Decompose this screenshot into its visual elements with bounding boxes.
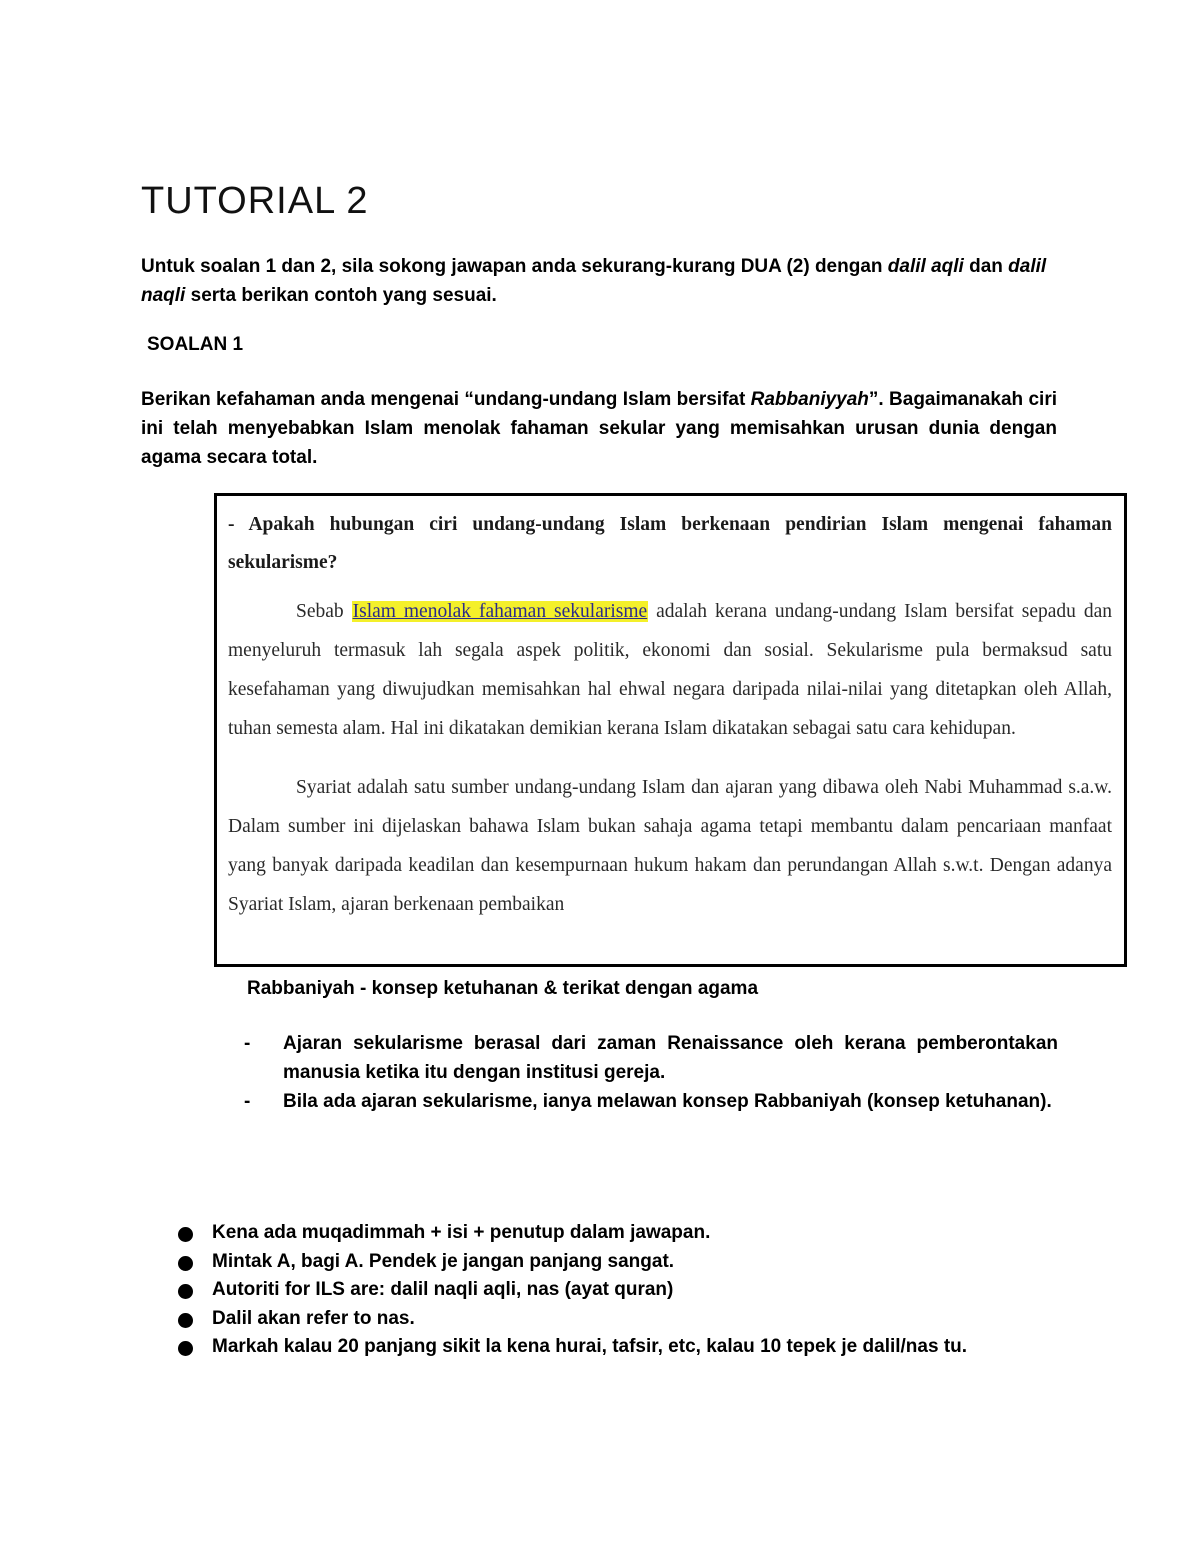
- question-text-1: Berikan kefahaman anda mengenai “undang-undang Islam bersifat: [141, 389, 751, 410]
- excerpt-paragraph-1-pre: Sebab: [296, 601, 352, 622]
- question-text: [141, 385, 1057, 472]
- dash-marker: -: [244, 1091, 251, 1112]
- instructions-text-1: Untuk soalan 1 dan 2, sila sokong jawapan anda sekurang-kurang DUA (2) dengan: [141, 256, 888, 277]
- bullet-icon: [178, 1313, 193, 1328]
- dash-marker: -: [244, 1033, 251, 1054]
- list-item-text: Markah kalau 20 panjang sikit la kena hurai, tafsir, etc, kalau 10 tepek je dalil/nas tu.: [212, 1336, 968, 1357]
- instructions-text-3: serta berikan contoh yang sesuai.: [185, 285, 497, 306]
- list-item: [176, 1248, 1076, 1277]
- bullet-icon: [178, 1227, 193, 1242]
- excerpt-paragraph-2: Syariat adalah satu sumber undang-undang Islam dan ajaran yang dibawa oleh Nabi Muhammad s.a.w. Dalam sumber ini dijelaskan bahawa Islam bukan sahaja agama tetapi membantu dalam pencariaan manfaat yang banyak daripada keadilan dan kesempurnaan hukum hakam dan perundangan Allah s.w.t. Dengan adanya Syariat Islam, ajaran berkenaan pembaikan: [228, 777, 1112, 915]
- list-item-text: Ajaran sekularisme berasal dari zaman Renaissance oleh kerana pemberontakan manusia ketika itu dengan institusi gereja.: [283, 1033, 1058, 1083]
- list-item: [176, 1333, 1076, 1362]
- list-item-text: Kena ada muqadimmah + isi + penutup dalam jawapan.: [212, 1222, 711, 1243]
- highlighted-phrase: Islam menolak fahaman sekularisme: [352, 601, 648, 622]
- term-dalil-naqli: dalil naqli: [141, 256, 1047, 306]
- list-item: [176, 1276, 1076, 1305]
- list-item-text: Bila ada ajaran sekularisme, ianya melawan konsep Rabbaniyah (konsep ketuhanan).: [283, 1091, 1052, 1112]
- excerpt-heading: - Apakah hubungan ciri undang-undang Islam berkenaan pendirian Islam mengenai fahaman sekularisme?: [228, 514, 1112, 573]
- bullet-notes-list: [176, 1219, 1076, 1362]
- page-title: TUTORIAL 2: [141, 180, 369, 222]
- list-item-text: Dalil akan refer to nas.: [212, 1307, 415, 1329]
- list-item-text: Autoriti for ILS are: dalil naqli aqli, nas (ayat quran): [212, 1279, 674, 1300]
- question-label: SOALAN 1: [147, 334, 244, 355]
- bullet-icon: [178, 1256, 193, 1271]
- list-item: [240, 1029, 1058, 1087]
- term-dalil-aqli: dalil aqli: [887, 256, 964, 277]
- bullet-icon: [178, 1341, 193, 1356]
- rabbaniyah-caption: Rabbaniyah - konsep ketuhanan & terikat dengan agama: [247, 978, 759, 999]
- bullet-icon: [178, 1284, 193, 1299]
- list-item: [240, 1087, 1058, 1116]
- dash-notes-list: [240, 1029, 1058, 1116]
- excerpt-paragraph-1-post: adalah kerana undang-undang Islam bersifat sepadu dan menyeluruh termasuk lah segala aspek politik, ekonomi dan sosial. Sekularisme pula bermaksud satu kesefahaman yang diwujudkan memisahkan hal ehwal negara daripada nilai-nilai yang ditetapkan oleh Allah, tuhan semesta alam. Hal ini dikatakan demikian kerana Islam dikatakan sebagai satu cara kehidupan.: [228, 601, 1113, 739]
- excerpt-paragraph-1: [228, 592, 1112, 748]
- term-rabbaniyyah: Rabbaniyyah: [750, 389, 869, 410]
- instructions-text-2: dan: [963, 256, 1009, 277]
- list-item-text: Mintak A, bagi A. Pendek je jangan panjang sangat.: [212, 1250, 675, 1272]
- question-text-2: ”. Bagaimanakah ciri ini telah menyebabkan Islam menolak fahaman sekular yang memisahkan urusan dunia dengan agama secara total.: [141, 389, 1057, 468]
- list-item: [176, 1305, 1076, 1334]
- excerpt-box: [214, 493, 1127, 967]
- instructions: [141, 252, 1061, 310]
- list-item: [176, 1219, 1076, 1248]
